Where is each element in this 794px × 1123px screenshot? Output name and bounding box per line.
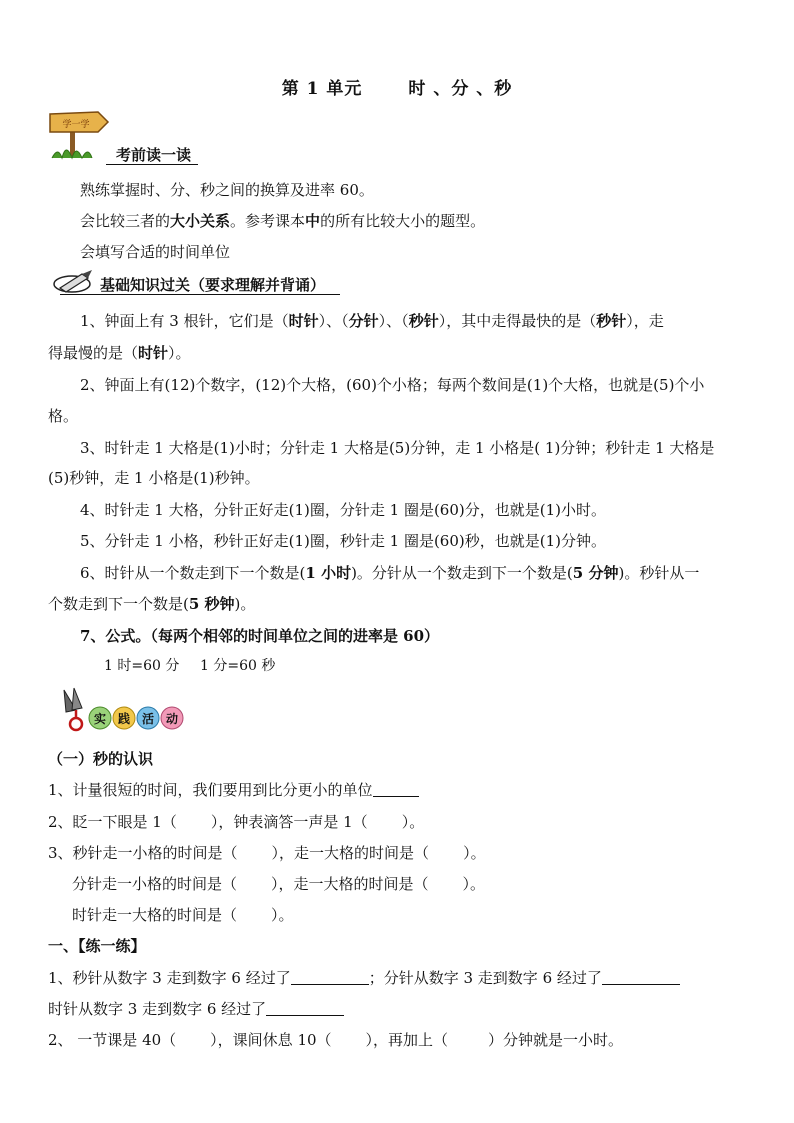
- practice-q2: 2、眨一下眼是 1（ ），钟表滴答一声是 1（ ）。: [48, 813, 425, 831]
- d1-blank-3[interactable]: [266, 1001, 344, 1016]
- drill-heading: 一、【练一练】: [48, 937, 146, 955]
- basics-item-6-line-2: 个数走到下一个数是(5 秒钟)。: [48, 595, 256, 613]
- practice-q1: 1、计量很短的时间，我们要用到比分更小的单位: [48, 780, 419, 800]
- preview-heading-underline: [106, 164, 198, 165]
- activity-char-4: 动: [165, 712, 179, 726]
- activity-char-1: 实: [93, 712, 107, 726]
- signpost-icon: [46, 102, 112, 162]
- basics-item-7: 7、公式。（每两个相邻的时间单位之间的进率是 60）: [80, 627, 440, 645]
- basics-heading-underline: [60, 294, 340, 295]
- activity-char-2: 践: [117, 712, 131, 726]
- basics-item-1-line-1: 1、钟面上有 3 根针，它们是（时针）、（分针）、（秒针），其中走得最快的是（秒针），走: [80, 312, 664, 330]
- page-title: [0, 74, 794, 99]
- formula-hour: 1 时=60 分: [104, 658, 180, 674]
- activity-char-3: 活: [141, 712, 155, 726]
- d1-blank-2[interactable]: [602, 970, 680, 985]
- topic-label: 时 、分 、秒: [408, 79, 513, 99]
- preview-heading: 考前读一读: [116, 146, 192, 164]
- practice-q3-line-2: 分针走一小格的时间是（ ），走一大格的时间是（ ）。: [72, 875, 486, 893]
- basics-item-4: 4、时针走 1 大格，分针正好走(1)圈，分针走 1 圈是(60)分，也就是(1)小时。: [80, 501, 606, 519]
- basics-item-2-line-2: 格。: [48, 407, 79, 425]
- formula-minute: 1 分=60 秒: [200, 658, 276, 674]
- unit-label: 第 1 单元: [281, 79, 363, 99]
- drill-q1-line-1: 1、秒针从数字 3 走到数字 6 经过了 ；分针从数字 3 走到数字 6 经过了: [48, 968, 680, 988]
- d1-blank-1[interactable]: [291, 970, 369, 985]
- signpost-label: 学一学: [62, 120, 90, 130]
- activity-icon: [54, 684, 204, 738]
- preview-line-2: 会比较三者的大小关系。参考课本中的所有比较大小的题型。: [80, 212, 486, 230]
- practice-q3-line-3: 时针走一大格的时间是（ ）。: [72, 906, 294, 924]
- practice-q3-line-1: 3、秒针走一小格的时间是（ ），走一大格的时间是（ ）。: [48, 844, 486, 862]
- basics-item-2-line-1: 2、钟面上有(12)个数字，(12)个大格，(60)个小格；每两个数间是(1)个大格，也就是(5)个小: [80, 376, 705, 394]
- preview-line-3: 会填写合适的时间单位: [80, 243, 231, 261]
- q1-blank[interactable]: [373, 782, 419, 797]
- preview-line-1: 熟练掌握时、分、秒之间的换算及进率 60。: [80, 181, 374, 199]
- basics-item-3-line-1: 3、时针走 1 大格是(1)小时；分针走 1 大格是(5)分钟，走 1 小格是( 1)分钟；秒针走 1 大格是: [80, 439, 715, 457]
- pencil-icon: [52, 268, 96, 296]
- drill-q2: 2、 一节课是 40（ ），课间休息 10（ ），再加上（ ）分钟就是一小时。: [48, 1031, 624, 1049]
- basics-item-1-line-2: 得最慢的是（时针）。: [48, 344, 191, 362]
- practice-sub-heading: （一）秒的认识: [48, 750, 154, 768]
- basics-heading: 基础知识过关（要求理解并背诵）: [100, 276, 326, 294]
- basics-item-6-line-1: 6、时针从一个数走到下一个数是(1 小时)。分针从一个数走到下一个数是(5 分钟)。秒针从一: [80, 564, 700, 582]
- basics-item-5: 5、分针走 1 小格，秒针正好走(1)圈，秒针走 1 圈是(60)秒，也就是(1)分钟。: [80, 532, 606, 550]
- basics-item-3-line-2: (5)秒钟，走 1 小格是(1)秒钟。: [48, 469, 260, 487]
- drill-q1-line-2: 时针从数字 3 走到数字 6 经过了: [48, 999, 344, 1019]
